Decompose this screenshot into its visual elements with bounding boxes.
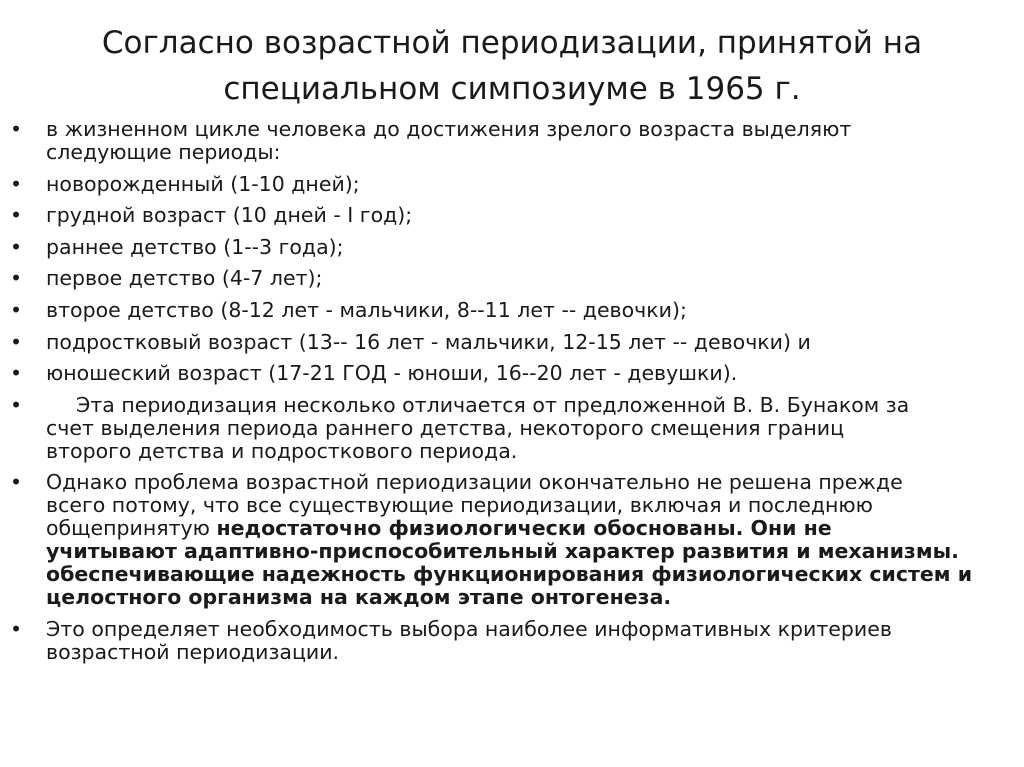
bullet-text-line: первое детство (4-7 лет); — [46, 266, 323, 291]
bullet-marker: • — [10, 171, 23, 196]
bullet-text-line: грудной возраст (10 дней - I год); — [46, 203, 413, 228]
bullet-text-line: раннее детство (1--3 года); — [46, 234, 344, 259]
bullet-marker: • — [10, 470, 23, 495]
bullet-item — [0, 394, 1024, 463]
bullet-text-line: подростковый возраст (13-- 16 лет - мальчики, 12-15 лет -- девочки) и — [46, 329, 811, 354]
bullet-item — [0, 331, 1024, 354]
bullet-text-line: Это определяет необходимость выбора наиболее информативных критериев — [46, 616, 892, 641]
slide-title-line-1: Согласно возрастной периодизации, принятой на — [101, 25, 923, 61]
bullet-marker: • — [10, 297, 23, 322]
bullet-text-line: всего потому, что все существующие периодизации, включая и последнюю — [46, 493, 873, 518]
bullet-item — [0, 299, 1024, 322]
bullet-item — [0, 618, 1024, 664]
bullet-text-line: новорожденный (1-10 дней); — [46, 171, 360, 196]
bullet-list — [0, 118, 1024, 673]
bullet-item — [0, 118, 1024, 164]
bullet-text-line: возрастной периодизации. — [46, 639, 340, 664]
bullet-text-bold-segment: недостаточно физиологически обоснованы. Они не — [216, 516, 832, 541]
bullet-text-line: второго детства и подросткового периода. — [46, 438, 518, 463]
bullet-item — [0, 267, 1024, 290]
bullet-marker: • — [10, 616, 23, 641]
bullet-item — [0, 236, 1024, 259]
bullet-marker: • — [10, 329, 23, 354]
bullet-text-line: Эта периодизация несколько отличается от предложенной В. В. Бунаком за — [76, 392, 910, 417]
slide-title — [60, 20, 964, 112]
bullet-marker: • — [10, 203, 23, 228]
bullet-marker: • — [10, 266, 23, 291]
bullet-item — [0, 471, 1024, 609]
bullet-marker: • — [10, 117, 23, 141]
bullet-text-bold-line: целостного организма на каждом этапе онтогенеза. — [46, 585, 672, 610]
bullet-item — [0, 173, 1024, 196]
bullet-text-bold-line: обеспечивающие надежность функционирования физиологических систем и — [46, 562, 973, 587]
bullet-text-segment: общепринятую — [46, 516, 210, 541]
bullet-item — [0, 362, 1024, 385]
bullet-text-line: счет выделения периода раннего детства, некоторого смещения границ — [46, 415, 845, 440]
bullet-text-line: Однако проблема возрастной периодизации окончательно не решена прежде — [46, 470, 903, 495]
bullet-marker: • — [10, 361, 23, 386]
bullet-text-line: юношеский возраст (17-21 ГОД - юноши, 16--20 лет - девушки). — [46, 361, 738, 386]
bullet-marker: • — [10, 392, 23, 417]
bullet-text-line-mixed — [46, 517, 1014, 540]
bullet-marker: • — [10, 234, 23, 259]
bullet-text-line: в жизненном цикле человека до достижения зрелого возраста выделяют — [46, 117, 852, 141]
bullet-text-line: следующие периоды: — [46, 140, 281, 164]
bullet-text-bold-line: учитывают адаптивно-приспособительный характер развития и механизмы. — [46, 539, 959, 564]
bullet-item — [0, 204, 1024, 227]
bullet-text-line: второе детство (8-12 лет - мальчики, 8--11 лет -- девочки); — [46, 297, 687, 322]
slide-title-line-2: специальном симпозиуме в 1965 г. — [223, 71, 801, 107]
